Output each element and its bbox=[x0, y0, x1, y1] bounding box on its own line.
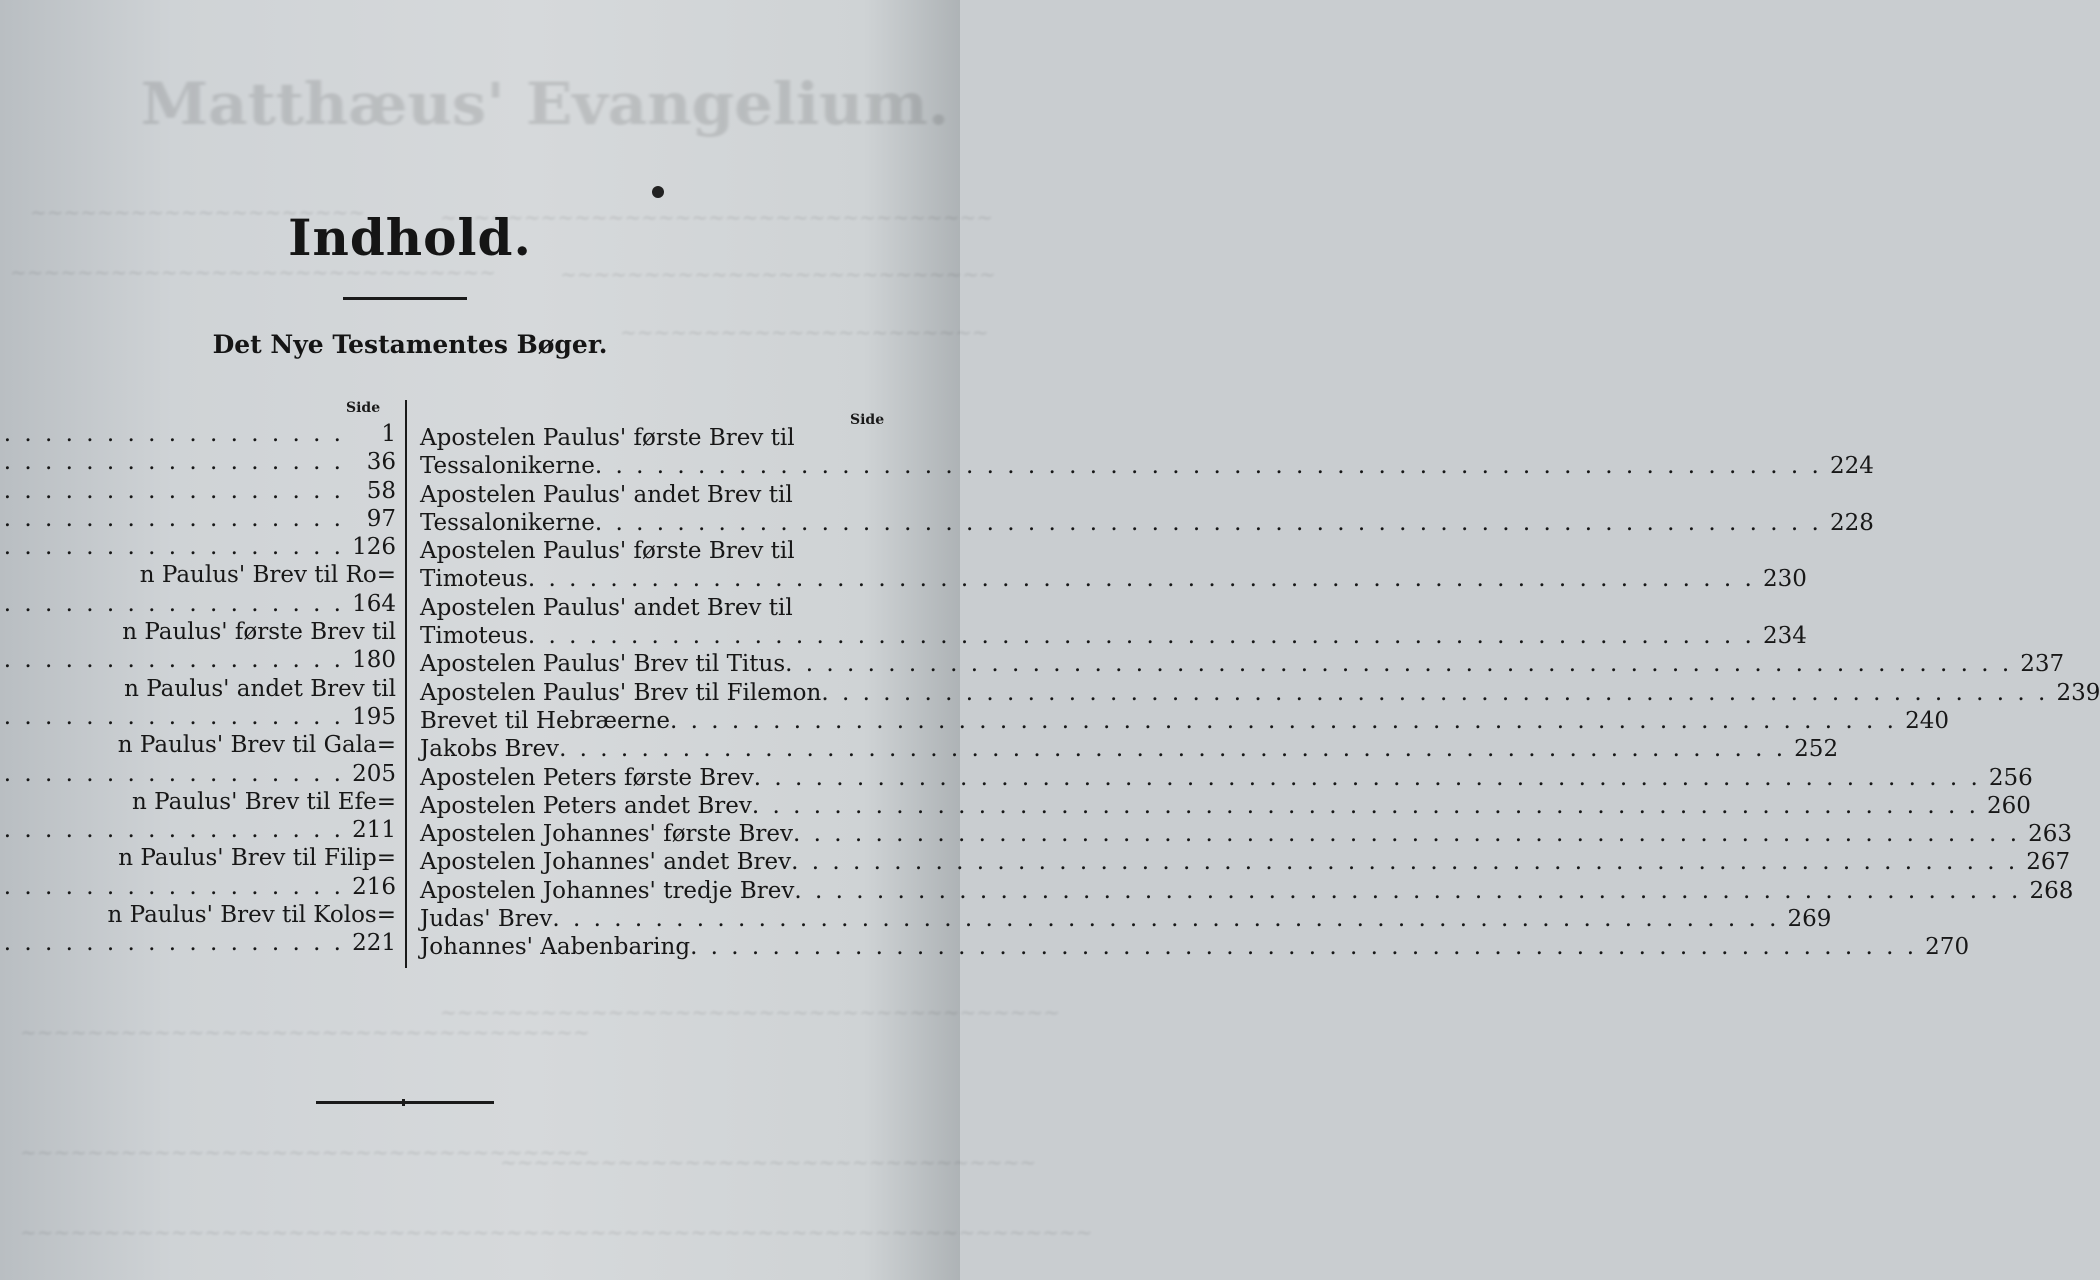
toc-entry-line bbox=[0, 788, 396, 816]
toc-entry-line bbox=[420, 622, 1807, 650]
bleed-through-text: ~~~~~~~~~~~~~~~~~~~~~~~~~~~~~~~~~~ bbox=[20, 1140, 590, 1164]
toc-entry-line bbox=[0, 448, 396, 476]
toc-entry-line bbox=[420, 650, 2065, 678]
toc-right-column bbox=[420, 424, 2100, 962]
bleed-through-text: ~~~~~~~~~~~~~~~~~~~~~~~~~~~~~ bbox=[10, 260, 496, 284]
bleed-through-text: ~~~~~~~~~~~~~~~~~~~~~~~~~~~~~~~~~~~~~~~~~~~~~~~~~~~~~~~~~~~~~~~~ bbox=[20, 1220, 1093, 1244]
toc-entry-title: Timoteus bbox=[420, 566, 528, 593]
dot-leader bbox=[794, 877, 2021, 905]
toc-page-number: 270 bbox=[1925, 934, 1970, 961]
toc-page-number: 58 bbox=[366, 477, 396, 504]
dot-leader bbox=[0, 646, 344, 674]
toc-page-number: 263 bbox=[2028, 821, 2073, 848]
bleed-through-text: ~~~~~~~~~~~~~~~~~~~~ bbox=[30, 200, 366, 224]
dot-leader bbox=[0, 590, 344, 618]
toc-page-number: 268 bbox=[2029, 877, 2074, 904]
toc-entry-line bbox=[420, 679, 2100, 707]
toc-page-number: 126 bbox=[352, 534, 396, 561]
toc-entry-line bbox=[0, 873, 396, 901]
page-column-header-right: Side bbox=[850, 412, 885, 428]
page-title: Indhold. bbox=[288, 208, 532, 267]
toc-entry-line bbox=[0, 844, 396, 872]
toc-page-number: 267 bbox=[2026, 849, 2071, 876]
toc-entry bbox=[420, 820, 2073, 848]
page-column-header-left: Side bbox=[346, 400, 381, 416]
toc-entry-title: Apostelen Paulus' Brev til Titus bbox=[420, 651, 786, 678]
toc-entry-line bbox=[420, 594, 898, 622]
dot-leader bbox=[754, 764, 1981, 792]
toc-entry-line bbox=[420, 735, 1839, 763]
toc-page-number: 195 bbox=[352, 703, 396, 730]
toc-entry-line bbox=[420, 452, 1874, 480]
toc-entry-title: n Paulus' Brev til Efe= bbox=[132, 788, 396, 815]
bleed-through-text: ~~~~~~~~~~~~~~~~~~~~~~~~~~~~~~~~ bbox=[500, 1150, 1037, 1174]
dot-leader bbox=[0, 420, 344, 448]
toc-entry bbox=[420, 481, 1874, 538]
bleed-through-text: ~~~~~~~~~~~~~~~~~~~~~~~~~~~~~~~~~~~~~ bbox=[440, 1000, 1061, 1024]
toc-entry bbox=[420, 594, 1807, 651]
toc-left-column bbox=[0, 420, 396, 958]
toc-page-number: 180 bbox=[352, 647, 396, 674]
toc-entry bbox=[420, 735, 1839, 763]
toc-entry-title: Johannes' Aabenbaring bbox=[420, 934, 691, 961]
toc-entry bbox=[420, 792, 2031, 820]
title-rule bbox=[343, 297, 467, 300]
toc-entry-line bbox=[420, 792, 2031, 820]
dot-leader bbox=[0, 505, 344, 533]
dot-leader bbox=[821, 679, 2048, 707]
toc-entry-line bbox=[420, 933, 1970, 961]
toc-entry-title: n Paulus' Brev til Filip= bbox=[118, 845, 396, 872]
toc-entry-title: Apostelen Johannes' første Brev bbox=[420, 821, 794, 848]
toc-entry-title: Apostelen Peters andet Brev bbox=[420, 792, 752, 819]
dot-leader bbox=[559, 735, 1786, 763]
toc-entry bbox=[0, 675, 396, 732]
toc-entry-line bbox=[420, 764, 2033, 792]
toc-entry-title: Timoteus bbox=[420, 623, 528, 650]
dot-leader bbox=[528, 565, 1755, 593]
dot-leader bbox=[552, 905, 1779, 933]
toc-entry-title: Tessalonikerne bbox=[420, 509, 595, 536]
toc-entry bbox=[0, 561, 396, 618]
toc-entry bbox=[420, 537, 1807, 594]
toc-entry bbox=[420, 905, 1832, 933]
toc-entry-line bbox=[420, 424, 898, 452]
toc-entry-line bbox=[420, 877, 2074, 905]
toc-entry-title: Apostelen Paulus' andet Brev til bbox=[420, 594, 793, 621]
toc-entry-title: n Paulus' første Brev til bbox=[122, 619, 396, 646]
toc-entry-line bbox=[420, 848, 2071, 876]
toc-entry-title: n Paulus' Brev til Kolos= bbox=[107, 902, 396, 929]
toc-page-number: 256 bbox=[1988, 764, 2033, 791]
toc-page-number: 205 bbox=[352, 760, 396, 787]
toc-entry-line bbox=[420, 905, 1832, 933]
toc-entry bbox=[0, 533, 396, 561]
toc-entry bbox=[0, 448, 396, 476]
toc-entry-line bbox=[0, 929, 396, 957]
toc-entry-line bbox=[420, 820, 2073, 848]
toc-entry-title: n Paulus' andet Brev til bbox=[124, 675, 396, 702]
toc-entry bbox=[420, 933, 1970, 961]
dot-leader bbox=[0, 533, 344, 561]
dot-leader bbox=[785, 650, 2012, 678]
toc-entry bbox=[420, 877, 2074, 905]
toc-page-number: 234 bbox=[1762, 623, 1807, 650]
column-divider bbox=[405, 400, 407, 968]
toc-entry-line bbox=[0, 703, 396, 731]
toc-entry bbox=[420, 679, 2100, 707]
toc-entry bbox=[0, 420, 396, 448]
toc-entry-line bbox=[0, 561, 396, 589]
toc-entry-line bbox=[420, 707, 1949, 735]
toc-entry-line bbox=[0, 533, 396, 561]
toc-entry bbox=[420, 424, 1874, 481]
toc-page-number: 36 bbox=[366, 449, 396, 476]
toc-entry-title: Apostelen Paulus' Brev til Filemon bbox=[420, 679, 822, 706]
toc-entry-line bbox=[0, 477, 396, 505]
section-subtitle: Det Nye Testamentes Bøger. bbox=[212, 330, 608, 359]
toc-page-number: 224 bbox=[1829, 453, 1874, 480]
toc-page-number: 228 bbox=[1829, 509, 1874, 536]
toc-entry-line bbox=[0, 760, 396, 788]
toc-page-number: 221 bbox=[352, 930, 396, 957]
toc-entry-line bbox=[0, 675, 396, 703]
toc-entry-line bbox=[420, 565, 1807, 593]
toc-page-number: 252 bbox=[1794, 736, 1839, 763]
toc-entry-line bbox=[0, 646, 396, 674]
bleed-through-text: ~~~~~~~~~~~~~~~~~~~~~~~~~~~~~~~~~~ bbox=[20, 1020, 590, 1044]
bleed-through-heading: Matthæus' Evangelium. bbox=[140, 70, 950, 138]
toc-entry-line bbox=[0, 731, 396, 759]
dot-leader bbox=[0, 873, 344, 901]
dot-leader bbox=[752, 792, 1979, 820]
dot-leader bbox=[670, 707, 1897, 735]
bleed-through-text: ~~~~~~~~~~~~~~~~~~~~~~ bbox=[620, 320, 989, 344]
ink-dot bbox=[652, 186, 664, 198]
toc-entry-line bbox=[0, 816, 396, 844]
toc-entry-title: Tessalonikerne bbox=[420, 453, 595, 480]
toc-entry-title: Jakobs Brev bbox=[420, 736, 560, 763]
toc-page-number: 269 bbox=[1787, 906, 1832, 933]
toc-entry-line bbox=[420, 509, 1874, 537]
toc-entry bbox=[0, 618, 396, 675]
toc-page-number: 237 bbox=[2020, 651, 2065, 678]
toc-page-number: 216 bbox=[352, 873, 396, 900]
toc-entry-line bbox=[420, 537, 898, 565]
toc-entry-title: n Paulus' Brev til Ro= bbox=[139, 562, 396, 589]
toc-entry-title: Apostelen Johannes' tredje Brev bbox=[420, 877, 795, 904]
toc-entry-line bbox=[0, 901, 396, 929]
dot-leader bbox=[0, 448, 344, 476]
dot-leader bbox=[793, 820, 2020, 848]
toc-entry-line bbox=[0, 505, 396, 533]
toc-page-number: 239 bbox=[2056, 679, 2100, 706]
toc-entry-line bbox=[0, 420, 396, 448]
bleed-through-text: ~~~~~~~~~~~~~~~~~~~~~~~~~~~~~~~~~ bbox=[440, 205, 994, 229]
dot-leader bbox=[528, 622, 1755, 650]
toc-entry bbox=[0, 844, 396, 901]
toc-entry bbox=[420, 764, 2033, 792]
toc-entry bbox=[420, 707, 1949, 735]
toc-entry-title: Apostelen Paulus' første Brev til bbox=[420, 538, 795, 565]
dot-leader bbox=[0, 760, 344, 788]
toc-entry-line bbox=[0, 590, 396, 618]
toc-entry bbox=[0, 477, 396, 505]
toc-entry-title: Apostelen Paulus' andet Brev til bbox=[420, 481, 793, 508]
toc-entry bbox=[0, 788, 396, 845]
dot-leader bbox=[791, 848, 2018, 876]
toc-page-number: 97 bbox=[366, 505, 396, 532]
toc-entry bbox=[0, 505, 396, 533]
toc-page-number: 240 bbox=[1905, 707, 1949, 734]
toc-entry bbox=[0, 901, 396, 958]
toc-page-number: 1 bbox=[381, 421, 396, 447]
dot-leader bbox=[0, 816, 344, 844]
toc-page-number: 211 bbox=[352, 817, 396, 844]
toc-entry-title: n Paulus' Brev til Gala= bbox=[117, 732, 396, 759]
toc-entry bbox=[420, 650, 2065, 678]
toc-page-number: 230 bbox=[1762, 566, 1807, 593]
toc-entry bbox=[420, 848, 2071, 876]
dot-leader bbox=[0, 477, 344, 505]
toc-entry bbox=[0, 731, 396, 788]
closing-rule bbox=[316, 1101, 494, 1104]
toc-page-number: 260 bbox=[1986, 792, 2031, 819]
toc-entry-line bbox=[420, 481, 898, 509]
dot-leader bbox=[0, 703, 344, 731]
toc-entry-title: Judas' Brev bbox=[420, 906, 553, 933]
dot-leader bbox=[0, 929, 344, 957]
bleed-through-text: ~~~~~~~~~~~~~~~~~~~~~~~~~~ bbox=[560, 262, 996, 286]
dot-leader bbox=[595, 452, 1822, 480]
toc-entry-title: Apostelen Paulus' første Brev til bbox=[420, 425, 795, 451]
toc-entry-title: Brevet til Hebræerne bbox=[420, 707, 670, 734]
dot-leader bbox=[595, 509, 1822, 537]
toc-entry-title: Apostelen Johannes' andet Brev bbox=[420, 849, 792, 876]
toc-page-number: 164 bbox=[352, 590, 396, 617]
dot-leader bbox=[690, 933, 1917, 961]
toc-entry-line bbox=[0, 618, 396, 646]
toc-entry-title: Apostelen Peters første Brev bbox=[420, 764, 754, 791]
